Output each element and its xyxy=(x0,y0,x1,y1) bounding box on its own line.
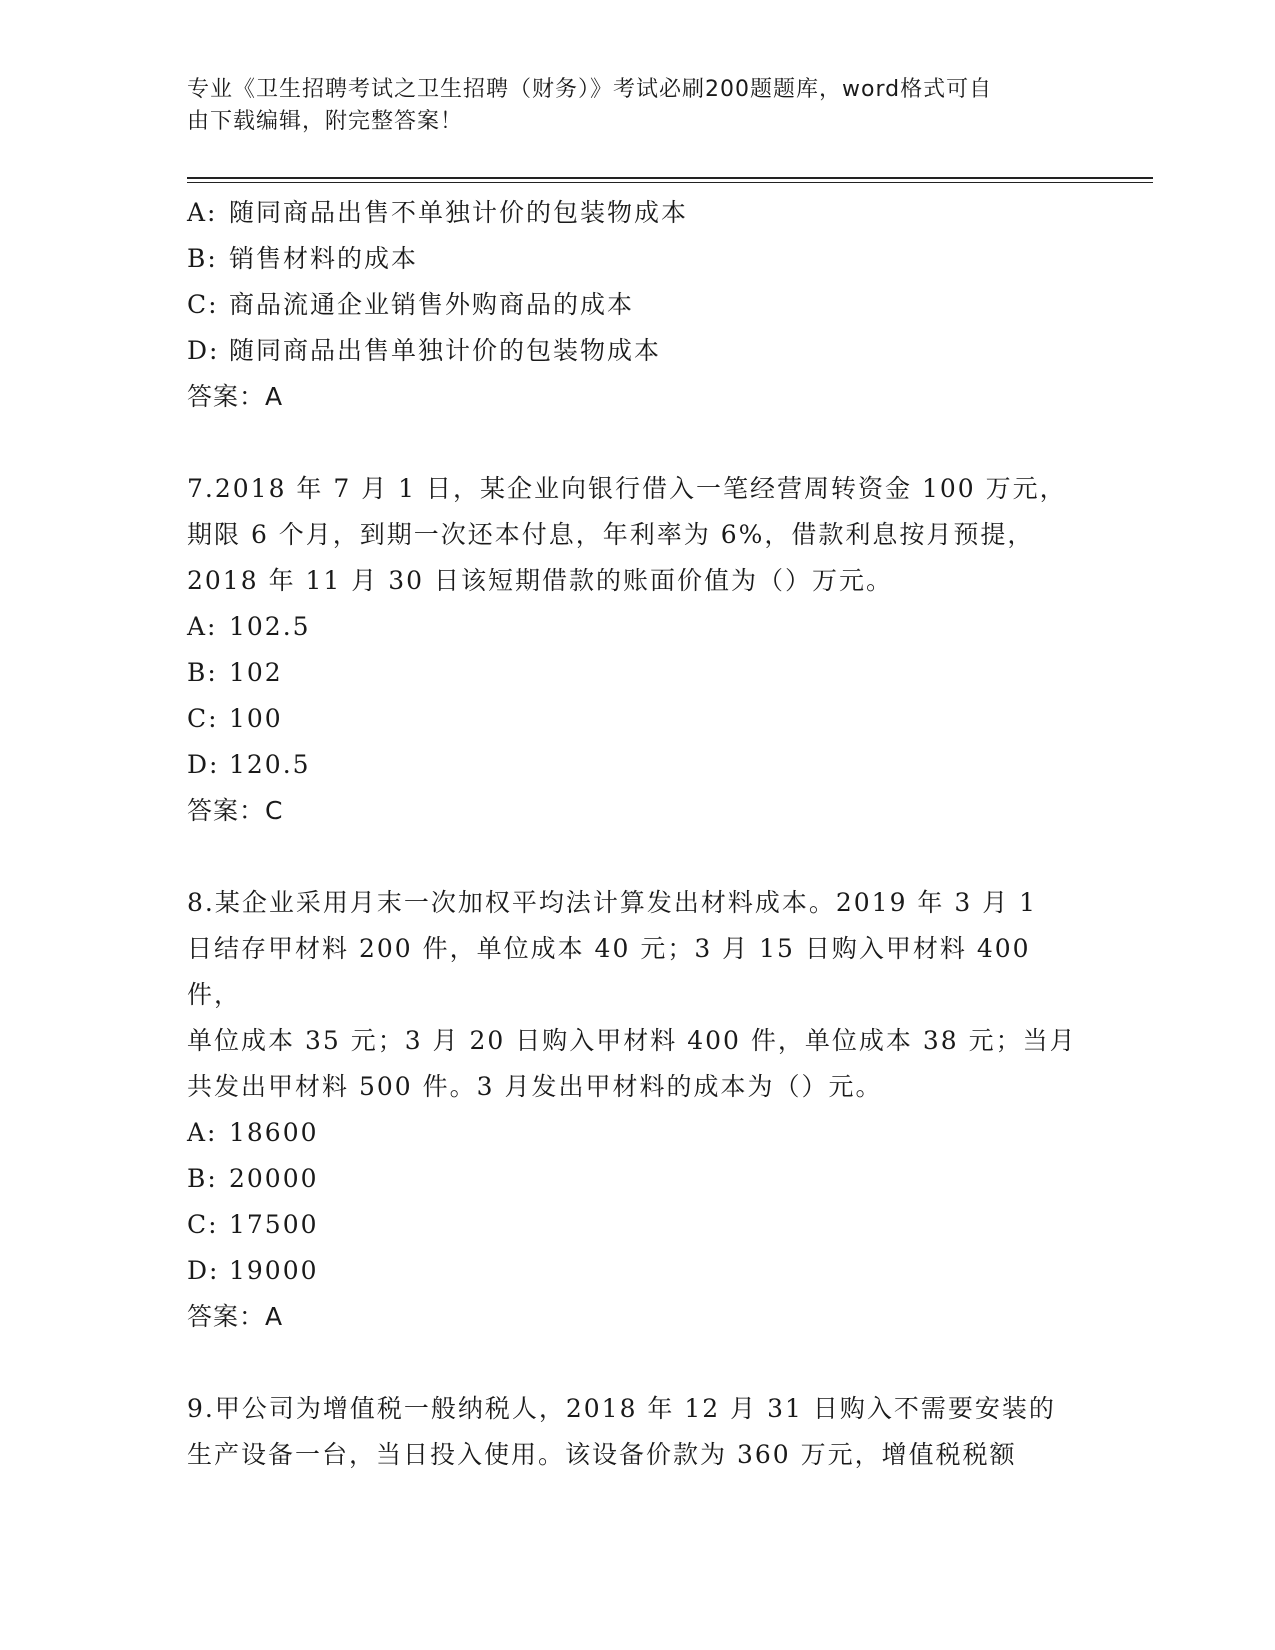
header-rule-thin xyxy=(187,182,1153,183)
option-text: 随同商品出售不单独计价的包装物成本 xyxy=(229,198,689,227)
option-d xyxy=(187,1248,1087,1294)
header-line-2: 由下载编辑，附完整答案！ xyxy=(187,109,464,134)
option-text: 18600 xyxy=(229,1118,319,1147)
question-stem-line: 2018 年 11 月 30 日该短期借款的账面价值为（）万元。 xyxy=(187,566,893,595)
answer-line: 答案：C xyxy=(187,796,284,825)
question-stem-line: 期限 6 个月，到期一次还本付息，年利率为 6%，借款利息按月预提， xyxy=(187,520,1035,549)
question-9 xyxy=(187,1386,1087,1478)
option-key: A: xyxy=(187,1118,218,1147)
spacer xyxy=(187,1340,1087,1386)
option-text: 随同商品出售单独计价的包装物成本 xyxy=(229,336,662,365)
option-key: A: xyxy=(187,612,218,641)
option-key: D: xyxy=(187,336,220,365)
option-c xyxy=(187,1202,1087,1248)
answer-line: 答案：A xyxy=(187,1302,284,1331)
answer-line: 答案：A xyxy=(187,382,284,411)
question-stem-line: 8.某企业采用月末一次加权平均法计算发出材料成本。2019 年 3 月 1 xyxy=(187,888,1038,917)
spacer xyxy=(187,420,1087,466)
question-stem-line: 日结存甲材料 200 件，单位成本 40 元；3 月 15 日购入甲材料 400 件， xyxy=(187,934,1031,1009)
option-d xyxy=(187,328,1087,374)
option-key: B: xyxy=(187,244,218,273)
question-stem-line: 9.甲公司为增值税一般纳税人，2018 年 12 月 31 日购入不需要安装的 xyxy=(187,1394,1056,1423)
option-key: B: xyxy=(187,658,218,687)
header-line-1: 专业《卫生招聘考试之卫生招聘（财务）》考试必刷200题题库，word格式可自 xyxy=(187,77,993,102)
question-6 xyxy=(187,190,1087,420)
option-text: 19000 xyxy=(229,1256,319,1285)
option-d xyxy=(187,742,1087,788)
option-text: 17500 xyxy=(229,1210,319,1239)
option-key: C: xyxy=(187,704,219,733)
option-key: B: xyxy=(187,1164,218,1193)
option-text: 100 xyxy=(229,704,283,733)
question-8 xyxy=(187,880,1087,1340)
option-c xyxy=(187,696,1087,742)
question-stem-line: 生产设备一台，当日投入使用。该设备价款为 360 万元，增值税税额 xyxy=(187,1440,1017,1469)
option-key: D: xyxy=(187,750,220,779)
question-stem-line: 单位成本 35 元；3 月 20 日购入甲材料 400 件，单位成本 38 元；当月 xyxy=(187,1026,1077,1055)
question-content xyxy=(187,190,1087,1478)
option-a xyxy=(187,604,1087,650)
option-a xyxy=(187,1110,1087,1156)
option-text: 商品流通企业销售外购商品的成本 xyxy=(229,290,635,319)
option-text: 102 xyxy=(229,658,283,687)
option-text: 102.5 xyxy=(229,612,311,641)
question-stem-line: 共发出甲材料 500 件。3 月发出甲材料的成本为（）元。 xyxy=(187,1072,883,1101)
question-stem-line: 7.2018 年 7 月 1 日，某企业向银行借入一笔经营周转资金 100 万元， xyxy=(187,474,1067,503)
option-text: 20000 xyxy=(229,1164,319,1193)
option-key: A: xyxy=(187,198,218,227)
spacer xyxy=(187,834,1087,880)
header-rule-thick xyxy=(187,177,1153,179)
option-key: D: xyxy=(187,1256,220,1285)
option-a xyxy=(187,190,1087,236)
question-7 xyxy=(187,466,1087,834)
option-key: C: xyxy=(187,1210,219,1239)
document-header xyxy=(187,74,1067,138)
option-b xyxy=(187,236,1087,282)
option-b xyxy=(187,650,1087,696)
option-text: 120.5 xyxy=(229,750,311,779)
option-b xyxy=(187,1156,1087,1202)
option-c xyxy=(187,282,1087,328)
option-key: C: xyxy=(187,290,219,319)
option-text: 销售材料的成本 xyxy=(229,244,419,273)
